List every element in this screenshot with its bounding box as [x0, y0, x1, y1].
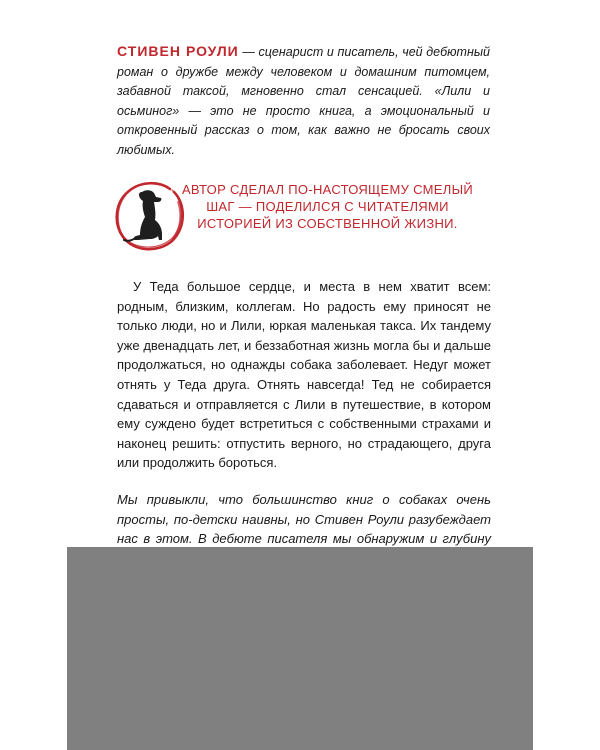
author-bio — [117, 42, 490, 160]
dog-emblem-svg — [112, 178, 188, 254]
synopsis-paragraph: У Теда большое сердце, и места в нем хватит всем: родным, близким, коллегам. Но радость ему приносят не только люди, но и Лили, юркая маленькая такса. Их тандему уже двенадцать лет, и беззаботная жизнь могла бы и дальше продолжаться, но однажды собака заболевает. Недуг может отнять у Теда друга. Отнять навсегда! Тед не собирается сдаваться и отправляется с Лили в путешествие, в котором ему суждено будет встретиться с собственными страхами и наконец решить: отпустить верного, но страдающего, друга или продолжить бороться. — [117, 279, 491, 471]
gray-overlay-block — [67, 547, 533, 750]
author-bio-text: — сценарист и писатель, чей дебютный роман о дружбе между человеком и домашним питомцем, забавной таксой, мгновенно стал сенсацией. «Лили и осьминог» — это не просто книга, а эмоциональный и откровенный рассказ о том, как важно не бросать своих любимых. — [117, 45, 490, 157]
review-paragraph: Мы привыкли, что большинство книг о собаках очень просты, по-детски наивны, но Стивен Роули разубеждает нас в этом. В дебюте писателя мы обнаружим и глубину — [117, 492, 491, 547]
author-name: СТИВЕН РОУЛИ — [117, 43, 239, 59]
pull-quote: АВТОР СДЕЛАЛ ПО-НАСТОЯЩЕМУ СМЕЛЫЙ ШАГ — ПОДЕЛИЛСЯ С ЧИТАТЕЛЯМИ ИСТОРИЕЙ ИЗ СОБСТВЕННОЙ ЖИЗНИ. — [181, 182, 474, 231]
dog-in-circle-icon — [112, 178, 188, 254]
